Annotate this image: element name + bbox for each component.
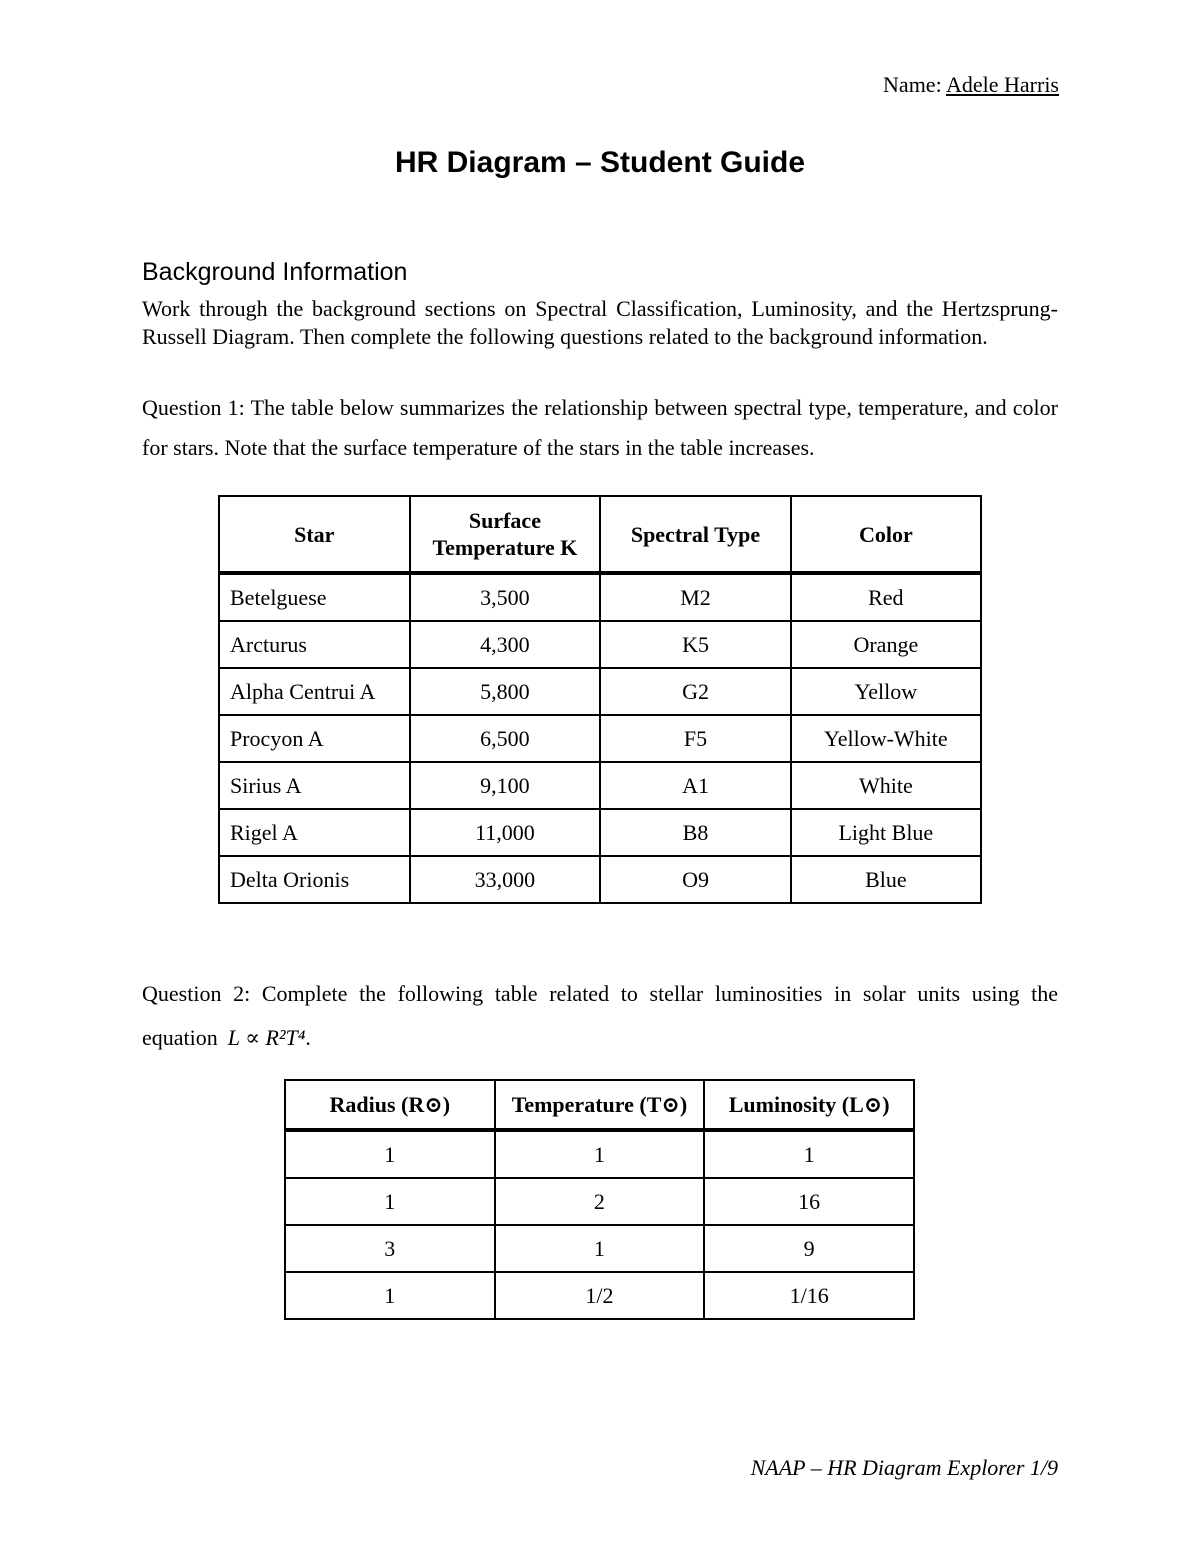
table-row	[219, 856, 981, 903]
table-cell: 9,100	[410, 762, 601, 809]
table-cell: Light Blue	[791, 809, 981, 856]
table-cell: 11,000	[410, 809, 601, 856]
column-header-surface-temperature: Surface Temperature K	[432, 508, 578, 560]
table-cell: Betelguese	[219, 573, 410, 621]
table-row	[285, 1225, 914, 1272]
table-row	[219, 809, 981, 856]
table-cell: Yellow	[791, 668, 981, 715]
table-cell: F5	[600, 715, 790, 762]
table-cell: Sirius A	[219, 762, 410, 809]
question-2-prompt: Question 2: Complete the following table related to stellar luminosities in solar units using the equation	[142, 981, 1058, 1050]
table-row	[219, 621, 981, 668]
question-2-text	[142, 972, 1058, 1060]
luminosity-equation: L ∝ R²T⁴	[227, 1025, 306, 1050]
table-header-row	[285, 1080, 914, 1130]
table-cell: White	[791, 762, 981, 809]
table-cell: Orange	[791, 621, 981, 668]
table-cell: Red	[791, 573, 981, 621]
table-cell: B8	[600, 809, 790, 856]
table-cell: 6,500	[410, 715, 601, 762]
equation-period: .	[305, 1025, 311, 1050]
table-cell: 1/16	[704, 1272, 914, 1319]
table-cell: 1	[285, 1178, 495, 1225]
column-header: Luminosity (L⊙)	[704, 1080, 914, 1130]
table-cell: Delta Orionis	[219, 856, 410, 903]
table-cell: Yellow-White	[791, 715, 981, 762]
table-cell: A1	[600, 762, 790, 809]
page-footer: NAAP – HR Diagram Explorer 1/9	[750, 1455, 1058, 1480]
intro-paragraph: Work through the background sections on Spectral Classification, Luminosity, and the Hertzsprung-Russell Diagram. Then complete the following questions related to the background information.	[142, 296, 1058, 349]
name-label: Name:	[883, 72, 946, 97]
table-cell: M2	[600, 573, 790, 621]
spectral-table	[218, 495, 982, 904]
column-header: Color	[791, 496, 981, 573]
table-row	[285, 1178, 914, 1225]
section-heading: Background Information	[142, 258, 408, 286]
table-row	[285, 1130, 914, 1178]
table-cell: 3	[285, 1225, 495, 1272]
table-cell: 1/2	[495, 1272, 705, 1319]
table-cell: G2	[600, 668, 790, 715]
table-cell: 3,500	[410, 573, 601, 621]
table-cell: Procyon A	[219, 715, 410, 762]
table-row	[219, 573, 981, 621]
table-cell: Blue	[791, 856, 981, 903]
table-cell: 4,300	[410, 621, 601, 668]
luminosity-table	[284, 1079, 915, 1320]
table-cell: 9	[704, 1225, 914, 1272]
question-1-text: Question 1: The table below summarizes the relationship between spectral type, temperature, and color for stars. Note that the surface temperature of the stars in the table increases.	[142, 395, 1058, 460]
table-cell: 5,800	[410, 668, 601, 715]
table-header-row	[219, 496, 981, 573]
table-row	[219, 715, 981, 762]
column-header: Temperature (T⊙)	[495, 1080, 705, 1130]
table-cell: 1	[285, 1272, 495, 1319]
table-cell: 1	[704, 1130, 914, 1178]
table-cell: Rigel A	[219, 809, 410, 856]
column-header	[410, 496, 601, 573]
table-cell: O9	[600, 856, 790, 903]
column-header: Star	[219, 496, 410, 573]
table-row	[285, 1272, 914, 1319]
table-row	[219, 762, 981, 809]
student-name-line	[883, 72, 1059, 98]
student-name: Adele Harris	[945, 72, 1059, 97]
column-header: Spectral Type	[600, 496, 790, 573]
page-title: HR Diagram – Student Guide	[394, 146, 806, 179]
table-cell: Arcturus	[219, 621, 410, 668]
column-header: Radius (R⊙)	[285, 1080, 495, 1130]
table-cell: 33,000	[410, 856, 601, 903]
table-cell: 16	[704, 1178, 914, 1225]
table-row	[219, 668, 981, 715]
table-cell: 2	[495, 1178, 705, 1225]
table-cell: 1	[495, 1130, 705, 1178]
table-cell: 1	[285, 1130, 495, 1178]
table-cell: K5	[600, 621, 790, 668]
table-cell: Alpha Centrui A	[219, 668, 410, 715]
table-cell: 1	[495, 1225, 705, 1272]
